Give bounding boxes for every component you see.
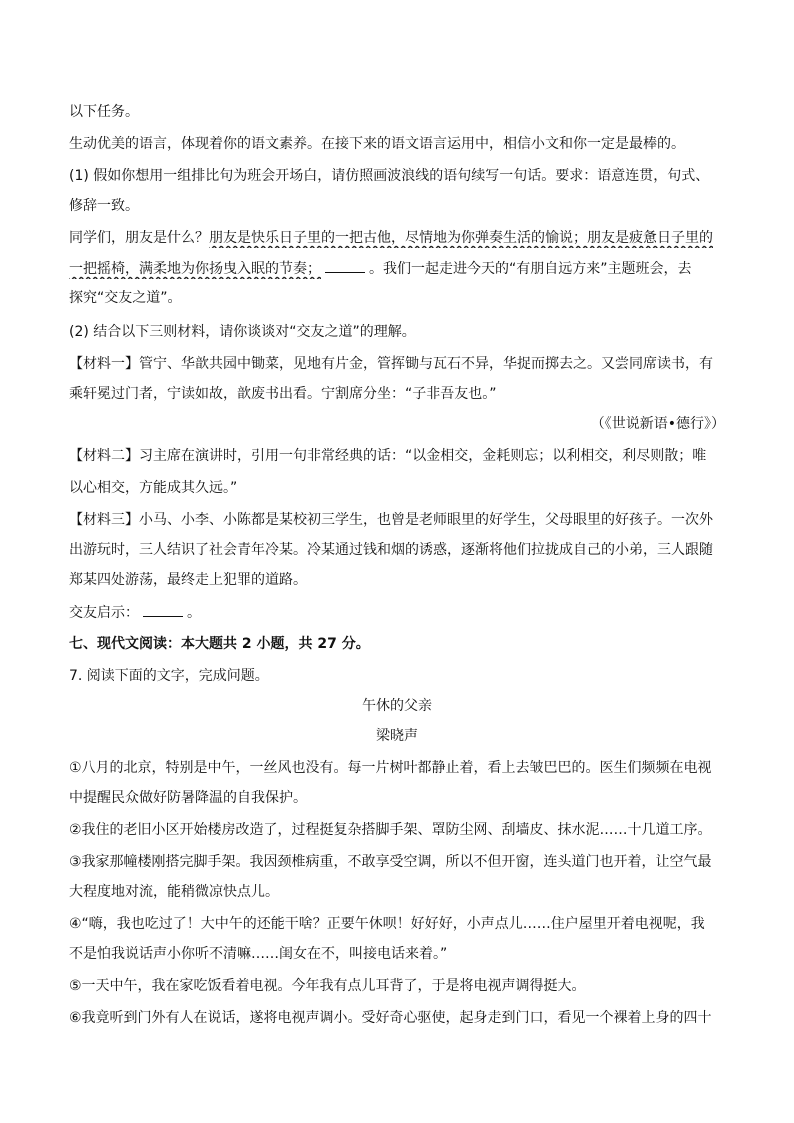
text-segment: 。我们一起走进今天的“有朋自远方来”主题班会，去 (369, 261, 692, 277)
text-line: 生动优美的语言，体现着你的语文素养。在接下来的语文语言运用中，相信小文和你一定是最棒的。 (69, 136, 685, 152)
text-line: 修辞一致。 (69, 198, 139, 214)
text-segment: 同学们，朋友是什么？ (69, 230, 209, 246)
paragraph: 大程度地对流，能稍微凉快点儿。 (69, 884, 279, 900)
paragraph: ①八月的北京，特别是中午，一丝风也没有。每一片树叶都静止着，看上去皱巴巴的。医生们频频在电视 (69, 760, 712, 776)
text-segment: 交友启示： (69, 605, 139, 621)
paragraph: ⑥我竟听到门外有人在说话，遂将电视声调小。受好奇心驱使，起身走到门口，看见一个裸着上身的四十 (69, 1010, 712, 1026)
question-2: (2) 结合以下三则材料，请你谈谈对“交友之道”的理解。 (69, 324, 416, 340)
material-2: 【材料二】习主席在演讲时，引用一句非常经典的话：“以金相交，金耗则忘；以利相交，利尽则散；唯 (69, 448, 707, 464)
article-author: 梁晓声 (376, 728, 418, 744)
text-line: 乘轩冕过门者，宁读如故，歆废书出看。宁割席分坐：“子非吾友也。” (69, 386, 497, 402)
paragraph: ③我家那幢楼刚搭完脚手架。我因颈椎病重，不敢享受空调，所以不但开窗，连头道门也开着，让空气最 (69, 854, 712, 870)
text-line: 以下任务。 (69, 104, 139, 120)
citation: （《世说新语•德行》） (590, 416, 725, 432)
text-line (69, 228, 729, 248)
text-line: 以心相交，方能成其久远。” (69, 480, 238, 496)
article-title: 午休的父亲 (362, 698, 432, 714)
material-1: 【材料一】管宁、华歆共园中锄菜，见地有片金，管挥锄与瓦石不异，华捉而掷去之。又尝同席读书，有 (69, 356, 713, 372)
answer-blank[interactable] (325, 258, 365, 273)
paragraph: ④“嗨，我也吃过了！大中午的还能干啥？正要午休呗！好好好，小声点儿……住户屋里开着电视呢，我 (69, 916, 705, 932)
paragraph: 不是怕我说话声小你听不清嘛……闺女在不，叫接电话来着。” (69, 946, 448, 962)
text-line: 出游玩时，三人结识了社会青年冷某。冷某通过钱和烟的诱惑，逐渐将他们拉拢成自己的小弟，三人跟随 (69, 542, 713, 558)
text-line: 郑某四处游荡，最终走上犯罪的道路。 (69, 572, 307, 588)
paragraph: ②我住的老旧小区开始楼房改造了，过程挺复杂搭脚手架、罩防尘网、刮墙皮、抹水泥……十几道工序。 (69, 822, 712, 838)
text-segment: 。 (187, 605, 201, 621)
wavy-underlined-text: 一把摇椅，满柔地为你扬曳入眠的节奏； (69, 261, 321, 277)
question-1: (1) 假如你想用一组排比句为班会开场白，请仿照画波浪线的语句续写一句话。要求：语意连贯，句式、 (69, 168, 710, 184)
question-7: 7. 阅读下面的文字，完成问题。 (69, 668, 269, 684)
answer-blank[interactable] (143, 602, 183, 617)
paragraph: 中提醒民众做好防暑降温的自我保护。 (69, 790, 307, 806)
text-line: 探究“交友之道”。 (69, 290, 182, 306)
text-line (69, 602, 729, 623)
material-3: 【材料三】小马、小李、小陈都是某校初三学生，也曾是老师眼里的好学生，父母眼里的好孩子。一次外 (69, 512, 713, 528)
paragraph: ⑤一天中午，我在家吃饭看着电视。今年我有点儿耳背了，于是将电视声调得挺大。 (69, 978, 586, 994)
text-line (69, 258, 729, 279)
wavy-underlined-text: 朋友是快乐日子里的一把古他，尽情地为你弹奏生活的愉说；朋友是疲惫日子里的 (209, 230, 713, 246)
section-heading: 七、现代文阅读：本大题共 2 小题，共 27 分。 (69, 636, 370, 652)
